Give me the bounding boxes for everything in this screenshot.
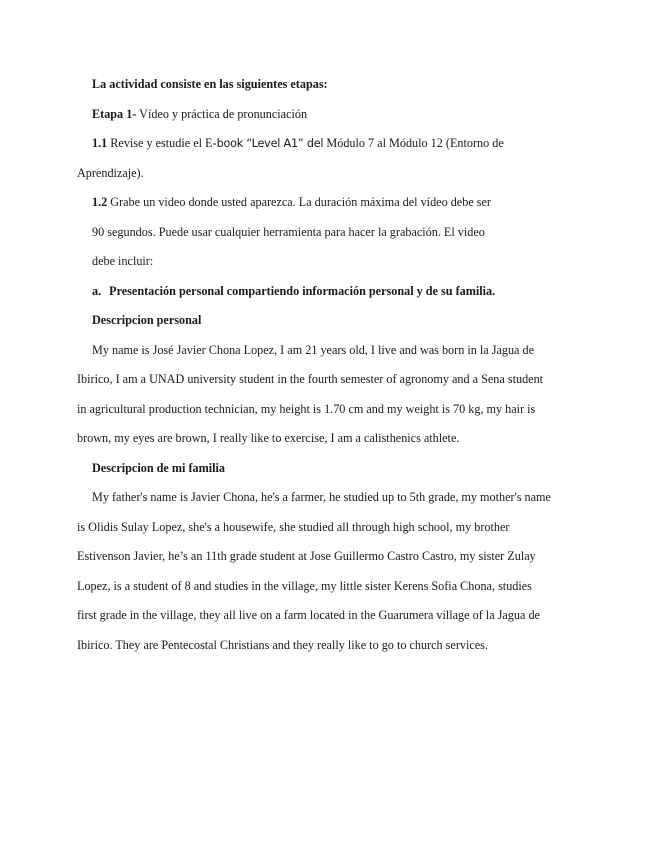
personal-line: brown, my eyes are brown, I really like to exercise, I am a calisthenics athlete. xyxy=(77,431,460,445)
family-line: Lopez, is a student of 8 and studies in the village, my little sister Kerens Sofia Chona, studies xyxy=(77,579,532,593)
item-1-2-line-1 xyxy=(92,194,491,210)
stage-1-label: Etapa 1- xyxy=(92,107,137,121)
family-line: Ibirico. They are Pentecostal Christians and they really like to go to church services. xyxy=(77,638,488,652)
item-1-2-number: 1.2 xyxy=(92,195,108,209)
stage-1-line xyxy=(92,106,307,122)
stage-1-text: Vídeo y práctica de pronunciación xyxy=(136,107,308,121)
personal-line: Ibirico, I am a UNAD university student in the fourth semester of agronomy and a Sena student xyxy=(77,372,544,386)
item-a-text: Presentación personal compartiendo información personal y de su familia. xyxy=(109,284,496,298)
family-heading: Descripcion de mi familia xyxy=(92,461,226,475)
item-1-1-line xyxy=(92,135,504,152)
item-1-1-number: 1.1 xyxy=(92,136,108,150)
item-1-1-book-title: book “Level A1” del xyxy=(216,137,324,150)
item-a-marker: a. xyxy=(92,284,102,298)
family-line: is Olidis Sulay Lopez, she's a housewife, she studied all through high school, my brother xyxy=(77,520,510,534)
item-a-line xyxy=(92,283,495,299)
family-line: Estivenson Javier, he’s an 11th grade student at Jose Guillermo Castro Castro, my sister Zulay xyxy=(77,549,536,563)
personal-heading: Descripcion personal xyxy=(92,313,202,327)
family-line: first grade in the village, they all live on a farm located in the Guarumera village of la Jagua de xyxy=(77,608,540,622)
item-1-2-line-2: 90 segundos. Puede usar cualquier herramienta para hacer la grabación. El video xyxy=(92,225,485,239)
personal-line: My name is José Javier Chona Lopez, I am 21 years old, I live and was born in la Jagua de xyxy=(92,343,535,357)
item-1-1-continuation: Aprendizaje). xyxy=(77,166,144,180)
item-1-2-text: Grabe un video donde usted aparezca. La duración máxima del vídeo debe ser xyxy=(107,195,491,209)
intro-heading: La actividad consiste en las siguientes etapas: xyxy=(92,77,328,91)
item-1-2-line-3: debe incluir: xyxy=(92,254,154,268)
personal-line: in agricultural production technician, my height is 1.70 cm and my weight is 70 kg, my hair is xyxy=(77,402,536,416)
item-1-1-text-after: Módulo 7 al Módulo 12 (Entorno de xyxy=(323,136,504,150)
item-1-1-text-before: Revise y estudie el E- xyxy=(107,136,217,150)
family-line: My father's name is Javier Chona, he's a farmer, he studied up to 5th grade, my mother's name xyxy=(92,490,551,504)
